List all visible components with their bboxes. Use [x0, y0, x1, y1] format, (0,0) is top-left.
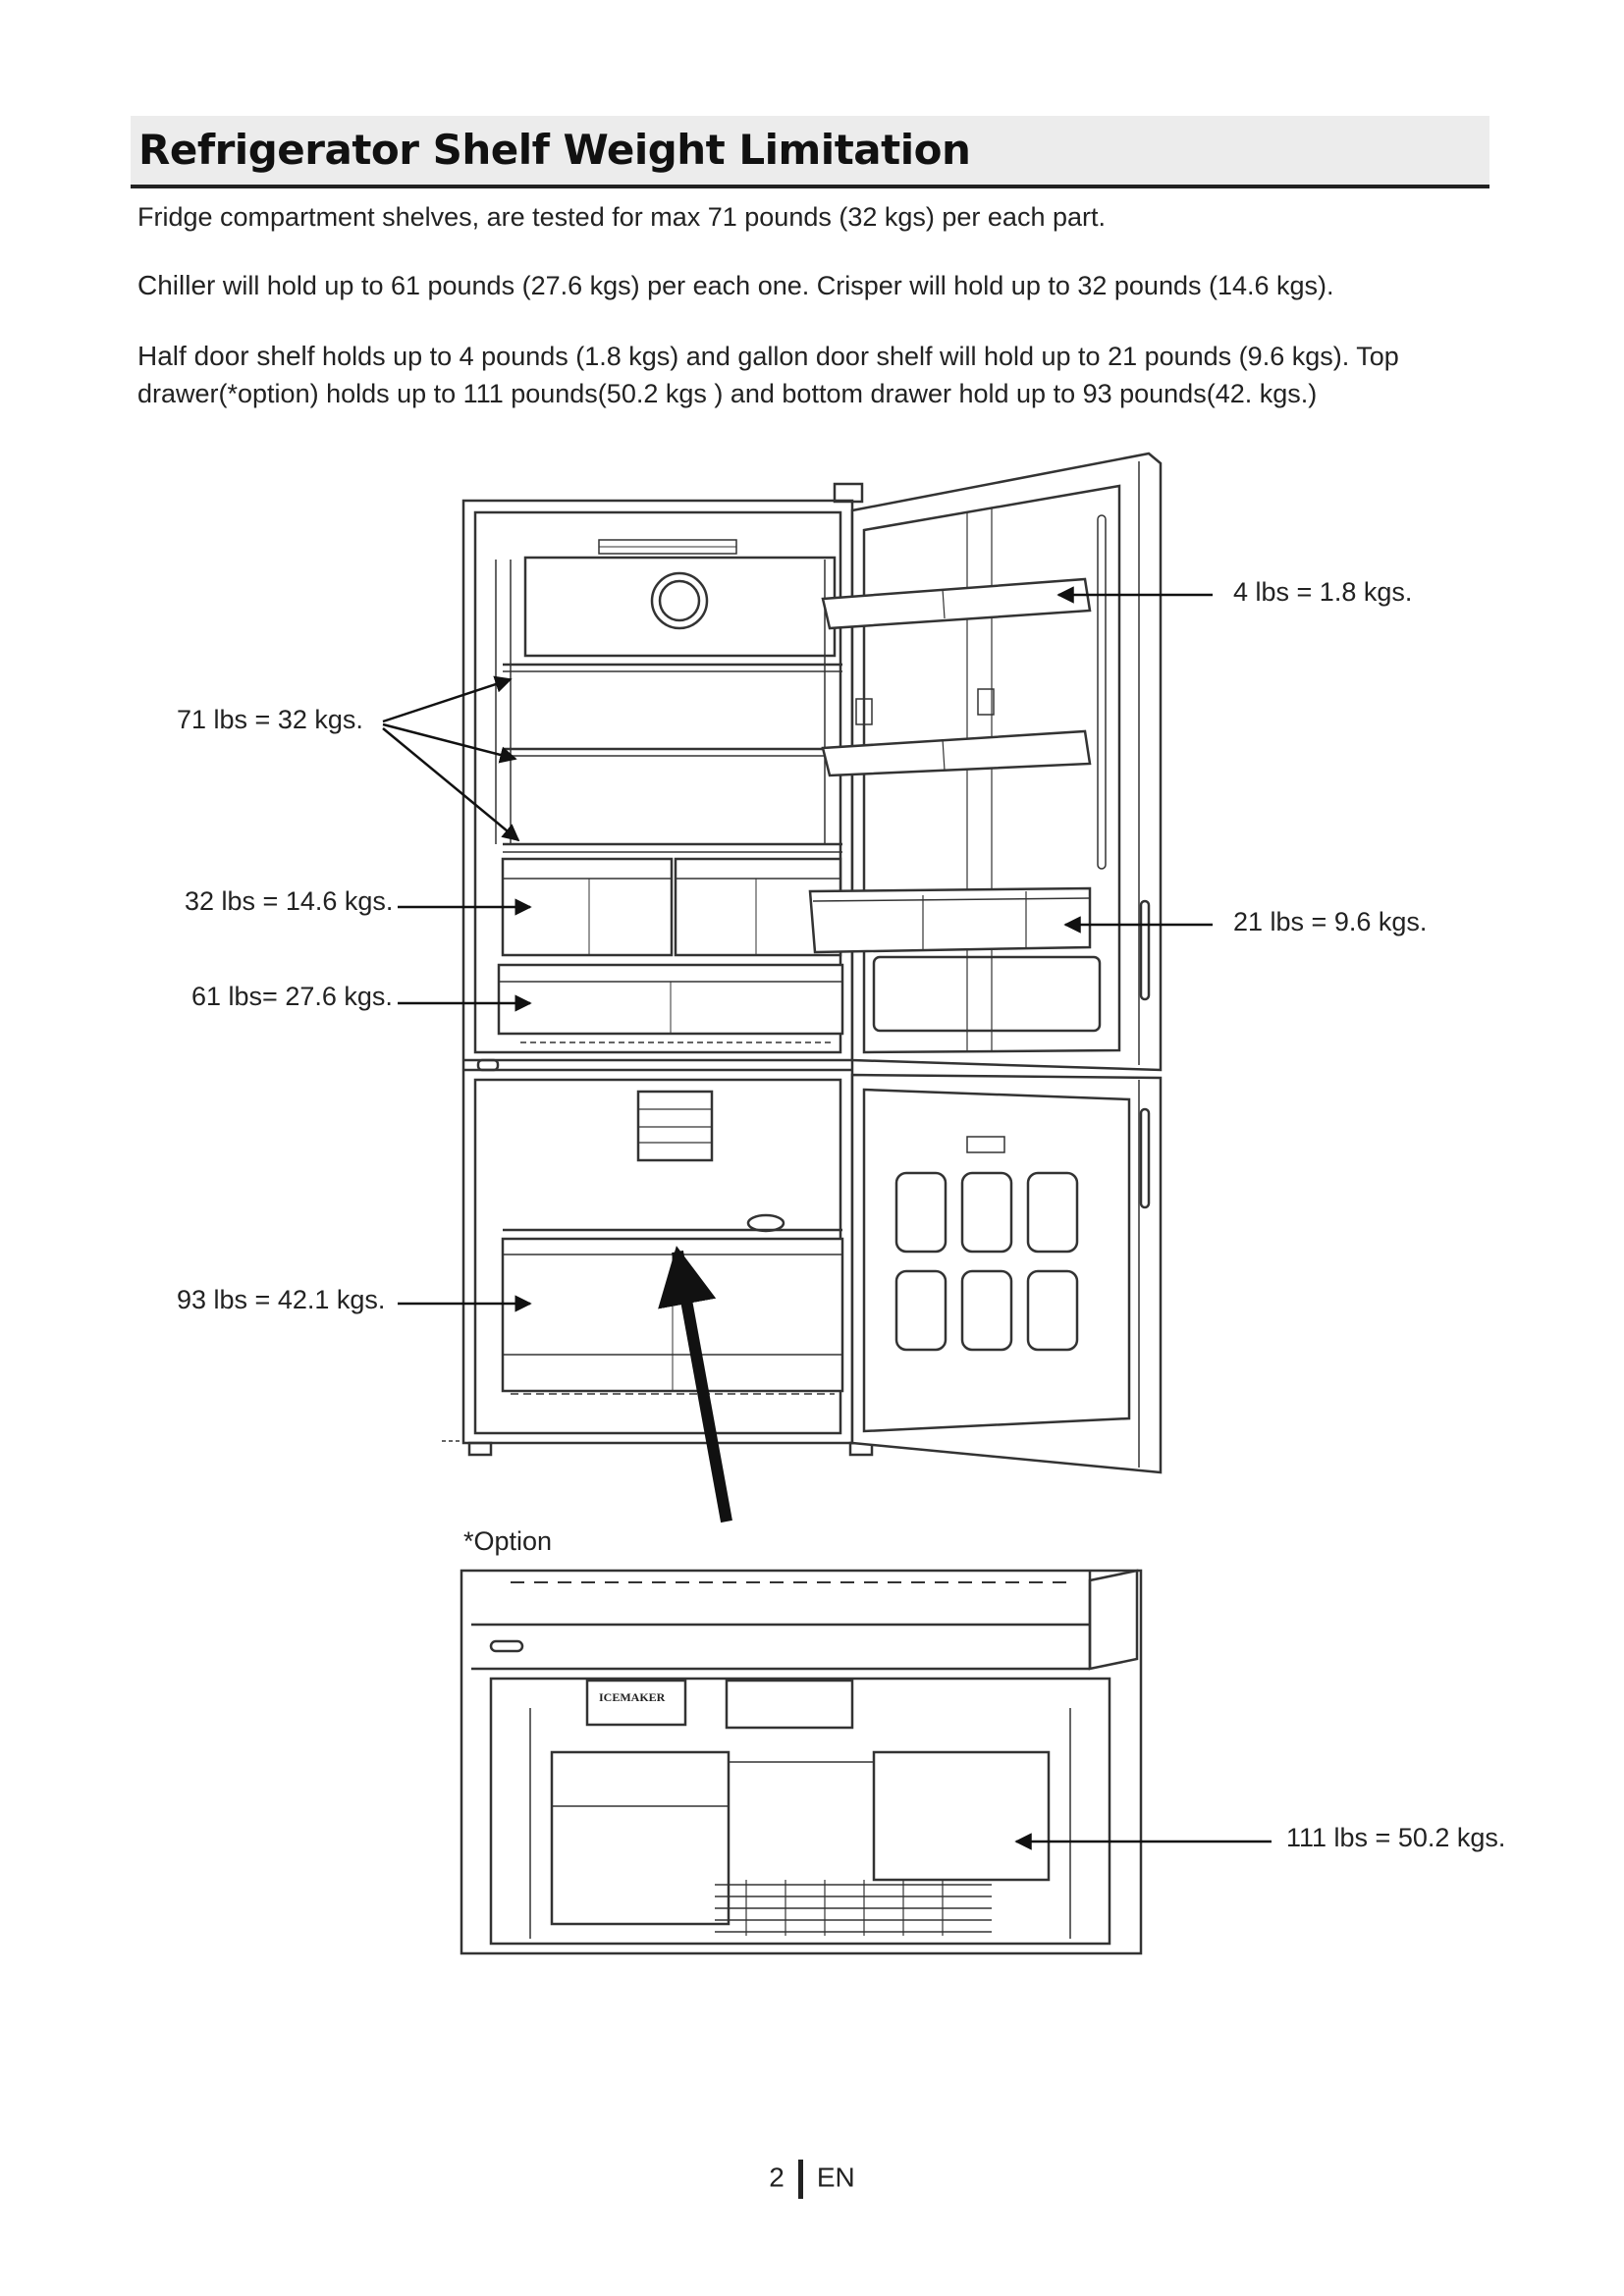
freezer-door	[852, 1075, 1161, 1472]
label-top-drawer: 111 lbs = 50.2 kgs.	[1286, 1823, 1506, 1852]
label-bottom-drawer: 93 lbs = 42.1 kgs.	[177, 1285, 386, 1314]
bottom-freezer-drawer	[503, 1239, 842, 1394]
page-number: 2	[769, 2162, 785, 2193]
page-title: Refrigerator Shelf Weight Limitation	[138, 126, 971, 174]
paragraph-door-shelf-lead: Half door shelf	[137, 341, 315, 371]
paragraph-chiller-lead: Chiller	[137, 270, 216, 300]
label-fridge-shelves: 71 lbs = 32 kgs.	[177, 705, 363, 734]
paragraph-door-shelf-text: holds up to 4 pounds (1.8 kgs) and gallon door shelf will hold up to 21 pounds (9.6 kgs). Top drawer(*option) holds up to 111 pounds(50.2 kgs ) and bottom drawer hold up to 93 pounds(42. kgs.)	[137, 342, 1399, 408]
label-chiller: 61 lbs= 27.6 kgs.	[191, 982, 393, 1011]
label-option: *Option	[463, 1526, 553, 1556]
page-footer	[0, 2160, 1624, 2199]
footer-separator	[798, 2160, 803, 2199]
paragraph-shelves: Fridge compartment shelves, are tested for max 71 pounds (32 kgs) per each part.	[137, 202, 1106, 232]
label-crisper: 32 lbs = 14.6 kgs.	[185, 886, 394, 916]
label-half-door-shelf: 4 lbs = 1.8 kgs.	[1233, 577, 1413, 607]
chiller-drawer	[499, 965, 842, 1042]
gallon-door-shelf	[810, 888, 1090, 952]
language-code: EN	[816, 2162, 855, 2193]
option-icemaker-illustration	[461, 1571, 1141, 1953]
crisper-drawers	[503, 859, 840, 955]
fridge-door	[810, 454, 1161, 1070]
label-gallon-door-shelf: 21 lbs = 9.6 kgs.	[1233, 907, 1428, 936]
paragraph-chiller-text: will hold up to 61 pounds (27.6 kgs) per each one. Crisper will hold up to 32 pounds (14.6 kgs).	[215, 271, 1334, 300]
icemaker-label: ICEMAKER	[599, 1690, 666, 1704]
